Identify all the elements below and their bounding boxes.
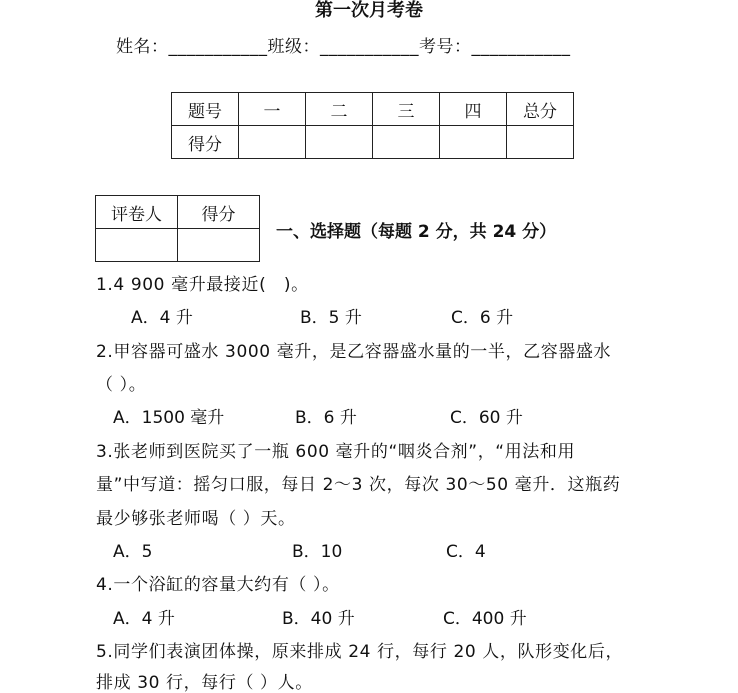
question-line: 1.4 900 毫升最接近( )。 bbox=[96, 275, 309, 295]
option-a: A．4 升 bbox=[113, 609, 175, 629]
grader-table bbox=[95, 195, 260, 262]
score-cell-empty bbox=[440, 126, 507, 159]
score-header-cell: 三 bbox=[373, 93, 440, 126]
score-row-label: 得分 bbox=[172, 126, 239, 159]
score-header-cell: 题号 bbox=[172, 93, 239, 126]
section-title: 一、选择题（每题 2 分，共 24 分） bbox=[276, 222, 557, 242]
question-line: 排成 30 行，每行（ ）人。 bbox=[96, 673, 313, 693]
option-a: A．5 bbox=[113, 542, 153, 562]
score-cell-empty bbox=[239, 126, 306, 159]
option-b: B．10 bbox=[292, 542, 343, 562]
option-c: C．4 bbox=[446, 542, 486, 562]
question-line: 量”中写道：摇匀口服，每日 2～3 次，每次 30～50 毫升．这瓶药 bbox=[96, 475, 621, 495]
option-b: B．6 升 bbox=[295, 408, 357, 428]
option-c: C．60 升 bbox=[450, 408, 523, 428]
grader-cell-empty bbox=[96, 229, 178, 262]
score-header-cell: 一 bbox=[239, 93, 306, 126]
score-cell-empty bbox=[306, 126, 373, 159]
grader-header-cell: 评卷人 bbox=[96, 196, 178, 229]
grader-cell-empty bbox=[178, 229, 260, 262]
question-line: 4.一个浴缸的容量大约有（ ）。 bbox=[96, 575, 340, 595]
option-a: A．4 升 bbox=[131, 308, 193, 328]
score-header-cell: 二 bbox=[306, 93, 373, 126]
score-table bbox=[171, 92, 574, 159]
question-line: （ ）。 bbox=[96, 375, 147, 395]
option-a: A．1500 毫升 bbox=[113, 408, 225, 428]
option-c: C．400 升 bbox=[443, 609, 527, 629]
grader-empty-row bbox=[96, 229, 260, 262]
score-cell-empty bbox=[507, 126, 574, 159]
question-line: 3.张老师到医院买了一瓶 600 毫升的“咽炎合剂”，“用法和用 bbox=[96, 442, 576, 462]
page-title: 第一次月考卷 bbox=[315, 0, 423, 21]
score-header-cell: 四 bbox=[440, 93, 507, 126]
question-line: 5.同学们表演团体操，原来排成 24 行，每行 20 人，队形变化后， bbox=[96, 642, 624, 662]
question-line: 2.甲容器可盛水 3000 毫升，是乙容器盛水量的一半，乙容器盛水 bbox=[96, 342, 612, 362]
score-table-score-row bbox=[172, 126, 574, 159]
grader-header-cell: 得分 bbox=[178, 196, 260, 229]
score-header-cell: 总分 bbox=[507, 93, 574, 126]
option-b: B．40 升 bbox=[282, 609, 355, 629]
student-info-line: 姓名：___________班级：___________考号：___________ bbox=[116, 37, 571, 57]
question-line: 最少够张老师喝（ ）天。 bbox=[96, 509, 296, 529]
score-table-header-row bbox=[172, 93, 574, 126]
option-c: C．6 升 bbox=[451, 308, 514, 328]
option-b: B．5 升 bbox=[300, 308, 362, 328]
score-cell-empty bbox=[373, 126, 440, 159]
grader-header-row bbox=[96, 196, 260, 229]
